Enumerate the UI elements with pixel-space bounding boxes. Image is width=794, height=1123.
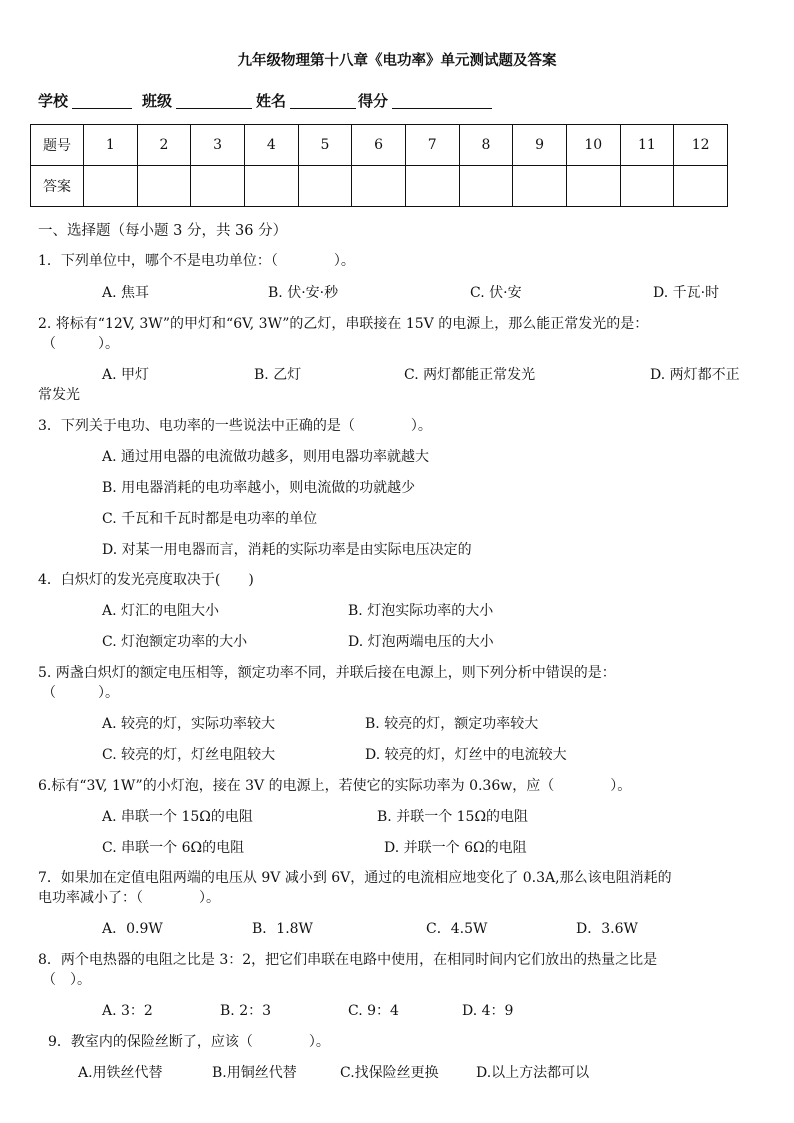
q9-option-a[interactable]: A.用铁丝代替 [78, 1065, 163, 1081]
name-blank[interactable] [290, 108, 356, 109]
cell-number: 6 [352, 125, 406, 166]
q4-option-b[interactable]: B. 灯泡实际功率的大小 [348, 603, 494, 619]
answer-cell[interactable] [298, 166, 352, 207]
answer-cell[interactable] [137, 166, 191, 207]
question-9: 9．教室内的保险丝断了，应该（ ）。 [48, 1034, 330, 1050]
q9-option-d[interactable]: D.以上方法都可以 [476, 1065, 590, 1081]
q6-option-b[interactable]: B. 并联一个 15Ω的电阻 [377, 809, 529, 825]
question-7-continuation: 电功率减小了：（ ）。 [38, 890, 220, 906]
question-6: 6.标有“3V, 1W”的小灯泡，接在 3V 的电源上，若使它的实际功率为 0.36w，应（ ）。 [38, 778, 632, 794]
q4-option-a[interactable]: A. 灯汇的电阻大小 [102, 603, 220, 619]
q8-option-c[interactable]: C. 9：4 [348, 1003, 399, 1019]
q5-option-c[interactable]: C. 较亮的灯，灯丝电阻较大 [102, 747, 276, 763]
school-label: 学校 [38, 92, 69, 110]
table-row-answers [31, 166, 728, 207]
q9-option-b[interactable]: B.用铜丝代替 [212, 1065, 297, 1081]
question-2-blank: （ ）。 [42, 336, 119, 352]
q2-option-d[interactable]: D. 两灯都不正 [650, 367, 740, 383]
q8-option-a[interactable]: A. 3：2 [102, 1003, 153, 1019]
answer-table [30, 124, 728, 207]
question-7: 7．如果加在定值电阻两端的电压从 9V 减小到 6V，通过的电流相应地变化了 0.3A,那么该电阻消耗的 [38, 870, 672, 886]
q7-option-d[interactable]: D．3.6W [576, 921, 638, 937]
q4-option-d[interactable]: D. 灯泡两端电压的大小 [348, 634, 494, 650]
class-label: 班级 [142, 92, 173, 110]
q8-option-d[interactable]: D. 4：9 [462, 1003, 514, 1019]
q3-option-a[interactable]: A. 通过用电器的电流做功越多，则用电器功率就越大 [102, 449, 430, 465]
q6-option-d[interactable]: D. 并联一个 6Ω的电阻 [384, 840, 527, 856]
cell-number: 1 [84, 125, 138, 166]
q8-option-b[interactable]: B. 2：3 [220, 1003, 272, 1019]
answer-cell[interactable] [84, 166, 138, 207]
q6-option-a[interactable]: A. 串联一个 15Ω的电阻 [102, 809, 253, 825]
q1-option-c[interactable]: C. 伏·安 [470, 285, 522, 301]
cell-number: 4 [244, 125, 298, 166]
page-title: 九年级物理第十八章《电功率》单元测试题及答案 [237, 52, 557, 69]
cell-number: 9 [513, 125, 567, 166]
class-blank[interactable] [176, 108, 252, 109]
section-heading: 一、选择题（每小题 3 分，共 36 分） [38, 223, 288, 239]
score-blank[interactable] [392, 108, 492, 109]
answer-cell[interactable] [352, 166, 406, 207]
q9-option-c[interactable]: C.找保险丝更换 [340, 1065, 439, 1081]
answer-cell[interactable] [674, 166, 728, 207]
q5-option-a[interactable]: A. 较亮的灯，实际功率较大 [102, 716, 276, 732]
name-label: 姓名 [256, 92, 287, 110]
q7-option-b[interactable]: B．1.8W [252, 921, 313, 937]
question-2: 2. 将标有“12V, 3W”的甲灯和“6V, 3W”的乙灯，串联接在 15V 的电源上，那么能正常发光的是： [38, 316, 649, 332]
q6-option-c[interactable]: C. 串联一个 6Ω的电阻 [102, 840, 245, 856]
cell-number: 3 [191, 125, 245, 166]
cell-number: 2 [137, 125, 191, 166]
answer-cell[interactable] [405, 166, 459, 207]
q2-option-a[interactable]: A. 甲灯 [102, 367, 150, 383]
answer-cell[interactable] [620, 166, 674, 207]
cell-number: 12 [674, 125, 728, 166]
q3-option-b[interactable]: B. 用电器消耗的电功率越小，则电流做的功就越少 [102, 480, 416, 496]
q1-option-b[interactable]: B. 伏·安·秒 [268, 285, 339, 301]
q4-option-c[interactable]: C. 灯泡额定功率的大小 [102, 634, 248, 650]
question-1: 1．下列单位中，哪个不是电功单位：（ ）。 [38, 253, 355, 269]
cell-number: 8 [459, 125, 513, 166]
answer-cell[interactable] [459, 166, 513, 207]
score-label: 得分 [358, 92, 389, 110]
question-5-blank: （ ）。 [42, 685, 119, 701]
question-5: 5. 两盏白炽灯的额定电压相等，额定功率不同，并联后接在电源上，则下列分析中错误的是： [38, 665, 616, 681]
question-4: 4．白炽灯的发光亮度取决于( ) [38, 572, 254, 588]
q1-option-d[interactable]: D. 千瓦·时 [653, 285, 720, 301]
q5-option-d[interactable]: D. 较亮的灯，灯丝中的电流较大 [365, 747, 567, 763]
answer-cell[interactable] [566, 166, 620, 207]
q3-option-c[interactable]: C. 千瓦和千瓦时都是电功率的单位 [102, 511, 318, 527]
q5-option-b[interactable]: B. 较亮的灯，额定功率较大 [365, 716, 539, 732]
q1-option-a[interactable]: A. 焦耳 [102, 285, 150, 301]
question-3: 3．下列关于电功、电功率的一些说法中正确的是（ ）。 [38, 418, 432, 434]
q7-option-a[interactable]: A．0.9W [102, 921, 163, 937]
q3-option-d[interactable]: D. 对某一用电器而言，消耗的实际功率是由实际电压决定的 [102, 542, 472, 558]
cell-number: 5 [298, 125, 352, 166]
answer-cell[interactable] [513, 166, 567, 207]
q2-option-c[interactable]: C. 两灯都能正常发光 [404, 367, 536, 383]
question-2-continuation: 常发光 [38, 387, 80, 403]
cell-number: 11 [620, 125, 674, 166]
q7-option-c[interactable]: C．4.5W [426, 921, 488, 937]
q2-option-b[interactable]: B. 乙灯 [254, 367, 302, 383]
table-row-numbers [31, 125, 728, 166]
answer-cell[interactable] [191, 166, 245, 207]
question-8: 8．两个电热器的电阻之比是 3：2，把它们串联在电路中使用，在相同时间内它们放出的热量之比是 [38, 952, 658, 968]
cell-number: 7 [405, 125, 459, 166]
cell-number: 10 [566, 125, 620, 166]
row-label-number: 题号 [31, 125, 84, 166]
question-8-blank: （ ）。 [42, 972, 91, 988]
answer-cell[interactable] [244, 166, 298, 207]
school-blank[interactable] [72, 108, 132, 109]
row-label-answer: 答案 [31, 166, 84, 207]
